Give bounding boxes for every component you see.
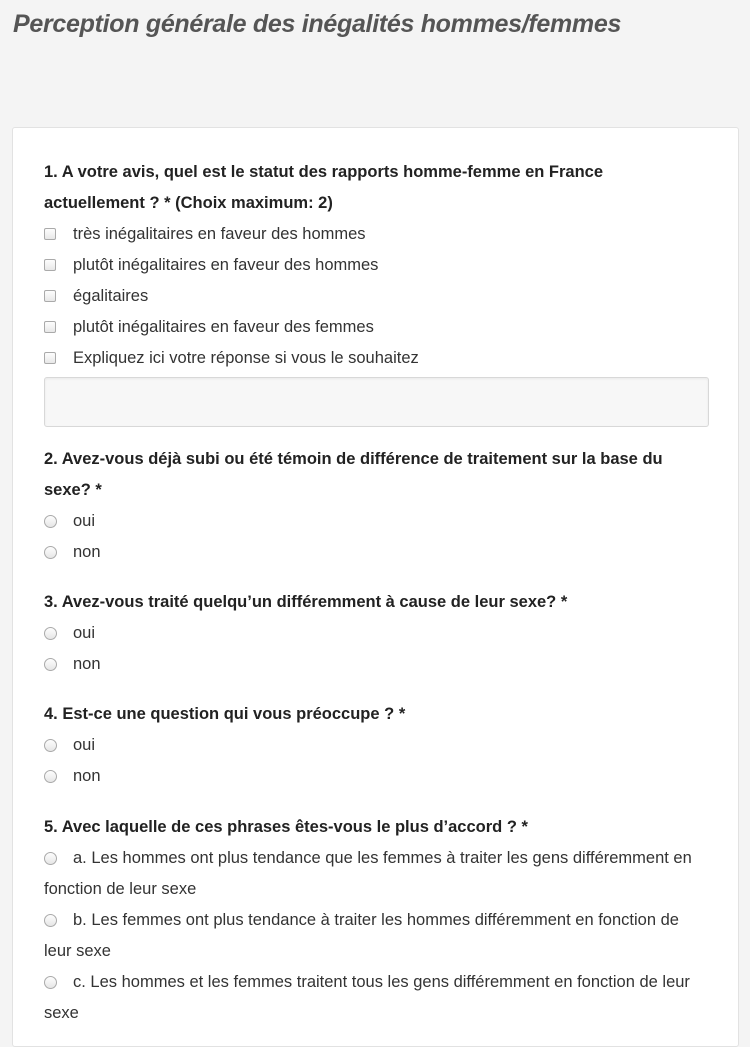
option-label[interactable]: non — [73, 767, 101, 785]
checkbox[interactable] — [44, 259, 56, 271]
question-4-title: 4. Est-ce une question qui vous préoccupe ? * — [44, 705, 406, 723]
question-3-title: 3. Avez-vous traité quelqu’un différemment à cause de leur sexe? * — [44, 593, 568, 611]
question-2-title: 2. Avez-vous déjà subi ou été témoin de différence de traitement sur la base du sexe? * — [44, 450, 663, 499]
option-label[interactable]: Expliquez ici votre réponse si vous le souhaitez — [73, 349, 419, 367]
page-title: Perception générale des inégalités hommes/femmes — [13, 10, 622, 38]
question-4-option-oui[interactable] — [44, 730, 708, 761]
question-2-option-non[interactable] — [44, 537, 708, 568]
question-1-option-1[interactable] — [44, 219, 708, 250]
question-2-option-oui[interactable] — [44, 506, 708, 537]
option-label[interactable]: plutôt inégalitaires en faveur des hommes — [73, 256, 379, 274]
radio-button[interactable] — [44, 658, 57, 671]
option-label[interactable]: non — [73, 655, 101, 673]
explanation-input[interactable] — [44, 377, 709, 427]
question-1-option-2[interactable] — [44, 250, 708, 281]
question-1-option-3[interactable] — [44, 281, 708, 312]
checkbox[interactable] — [44, 321, 56, 333]
option-label[interactable]: non — [73, 543, 101, 561]
option-label[interactable]: a. Les hommes ont plus tendance que les femmes à traiter les gens différemment en fonction de leur sexe — [44, 849, 692, 898]
question-5-title: 5. Avec laquelle de ces phrases êtes-vous le plus d’accord ? * — [44, 818, 528, 836]
question-3 — [44, 587, 708, 680]
checkbox[interactable] — [44, 290, 56, 302]
radio-button[interactable] — [44, 546, 57, 559]
radio-button[interactable] — [44, 770, 57, 783]
checkbox[interactable] — [44, 352, 56, 364]
option-label[interactable]: plutôt inégalitaires en faveur des femmes — [73, 318, 374, 336]
question-5-option-a[interactable] — [44, 843, 708, 905]
question-1-option-4[interactable] — [44, 312, 708, 343]
option-label[interactable]: oui — [73, 736, 96, 754]
question-1-option-5[interactable] — [44, 343, 708, 374]
radio-button[interactable] — [44, 515, 57, 528]
option-label[interactable]: très inégalitaires en faveur des hommes — [73, 225, 366, 243]
radio-button[interactable] — [44, 852, 57, 865]
question-3-option-non[interactable] — [44, 649, 708, 680]
option-label[interactable]: b. Les femmes ont plus tendance à traiter les hommes différemment en fonction de leur sexe — [44, 911, 679, 960]
question-4 — [44, 699, 708, 792]
survey-card — [12, 127, 739, 1047]
radio-button[interactable] — [44, 976, 57, 989]
question-4-option-non[interactable] — [44, 761, 708, 792]
question-5 — [44, 812, 708, 1029]
checkbox[interactable] — [44, 228, 56, 240]
option-label[interactable]: oui — [73, 624, 96, 642]
question-1-title: 1. A votre avis, quel est le statut des rapports homme-femme en France actuellement ? * (Choix maximum: 2) — [44, 163, 604, 212]
radio-button[interactable] — [44, 627, 57, 640]
option-label[interactable]: oui — [73, 512, 96, 530]
question-2 — [44, 444, 708, 568]
question-5-option-c[interactable] — [44, 967, 708, 1029]
radio-button[interactable] — [44, 914, 57, 927]
question-1 — [44, 157, 708, 427]
option-label[interactable]: égalitaires — [73, 287, 149, 305]
option-label[interactable]: c. Les hommes et les femmes traitent tous les gens différemment en fonction de leur sexe — [44, 973, 690, 1022]
radio-button[interactable] — [44, 739, 57, 752]
question-3-option-oui[interactable] — [44, 618, 708, 649]
question-5-option-b[interactable] — [44, 905, 708, 967]
